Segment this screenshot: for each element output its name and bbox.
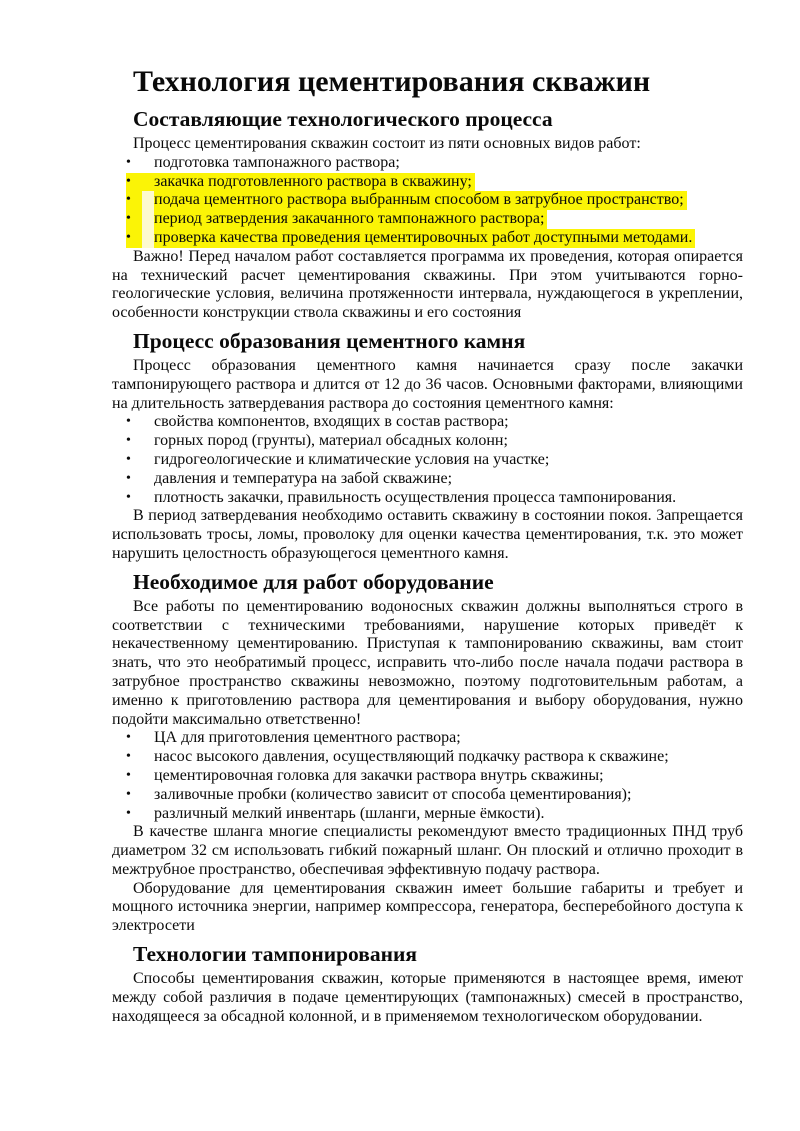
- list-gap: [142, 432, 154, 451]
- list-item: [112, 451, 743, 470]
- list-item: [112, 413, 743, 432]
- paragraph: Оборудование для цементирования скважин имеет большие габариты и требует и мощного источника энергии, например компрессора, генератора, бесперебойного доступа к электросети: [112, 879, 743, 935]
- list-gap: [142, 229, 154, 248]
- section-required-equipment: [112, 569, 743, 936]
- list-item-highlighted: [112, 210, 743, 229]
- paragraph: Все работы по цементированию водоносных скважин должны выполняться строго в соответствии с техническими требованиями, нарушение которых приведёт к некачественному цементированию. Приступая к тампонированию скважины, вам стоит знать, что это необратимый процесс, исправить что-либо после начала подачи раствора в затрубное пространство скважины невозможно, поэтому подготовительным работам, а именно к приготовлению раствора для цементирования и выбору оборудования, нужно подойти максимально ответственно!: [112, 597, 743, 728]
- list-item-text: цементировочная головка для закачки раствора внутрь скважины;: [154, 766, 604, 784]
- list-item-text: насос высокого давления, осуществляющий подкачку раствора к скважине;: [154, 748, 669, 766]
- section-heading: Технологии тампонирования: [133, 942, 418, 967]
- list-item-highlighted: [112, 173, 743, 192]
- list-gap: [142, 154, 154, 173]
- list-gap: [142, 451, 154, 470]
- paragraph: В период затвердевания необходимо оставить скважину в состоянии покоя. Запрещается использовать тросы, ломы, проволоку для оценки качества цементирования, т.к. это может нарушить целостность образующегося цементного камня.: [112, 507, 743, 562]
- list-item-text: ЦА для приготовления цементного раствора;: [154, 729, 461, 747]
- bullet-icon: •: [126, 470, 131, 486]
- highlighted-text: подача цементного раствора выбранным способом в затрубное пространство;: [154, 191, 687, 210]
- bullet-icon: •: [126, 191, 142, 210]
- list-item: [112, 748, 743, 767]
- list-item: [112, 154, 743, 173]
- paragraph: Процесс цементирования скважин состоит из пяти основных видов работ:: [133, 135, 641, 152]
- bullet-icon: •: [126, 786, 131, 802]
- list-gap: [142, 748, 154, 767]
- list-gap: [142, 470, 154, 489]
- paragraph: Процесс образования цементного камня начинается сразу после закачки тампонирующего раствора и длится от 12 до 36 часов. Основными факторами, влияющими на длительность затвердевания раствора до состояния цементного камня:: [112, 356, 743, 412]
- list-gap: [142, 805, 154, 824]
- bullet-list: [112, 154, 743, 248]
- paragraph: В качестве шланга многие специалисты рекомендуют вместо традиционных ПНД труб диаметром 32 см использовать гибкий пожарный шланг. Он плоский и отлично проходит в межтрубное пространство, обеспечивая эффективную подачу раствора.: [112, 823, 743, 878]
- list-gap: [142, 173, 154, 192]
- bullet-icon: •: [126, 210, 142, 229]
- list-item-text: подготовка тампонажного раствора;: [154, 153, 400, 171]
- list-gap: [142, 210, 154, 229]
- list-item-highlighted: [112, 191, 743, 210]
- list-item: [112, 805, 743, 824]
- bullet-list: [112, 729, 743, 823]
- list-gap: [142, 413, 154, 432]
- bullet-icon: •: [126, 414, 131, 430]
- list-item: [112, 729, 743, 748]
- section-heading: Необходимое для работ оборудование: [133, 569, 494, 594]
- paragraph: Важно! Перед началом работ составляется программа их проведения, которая опирается на технический расчет цементирования скважины. При этом учитываются горно-геологические условия, величина протяженности интервала, нуждающегося в укреплении, особенности конструкции ствола скважины и его состояния: [112, 247, 743, 322]
- list-item: [112, 767, 743, 786]
- list-item-text: плотность закачки, правильность осуществления процесса тампонирования.: [154, 488, 677, 506]
- list-gap: [142, 767, 154, 786]
- bullet-icon: •: [126, 433, 131, 449]
- list-item-text: различный мелкий инвентарь (шланги, мерные ёмкости).: [154, 804, 545, 822]
- list-item-text: горных пород (грунты), материал обсадных колонн;: [154, 432, 508, 450]
- list-item-text: гидрогеологические и климатические условия на участке;: [154, 450, 550, 468]
- list-gap: [142, 191, 154, 210]
- list-gap: [142, 786, 154, 805]
- bullet-icon: •: [126, 749, 131, 765]
- section-process-components: [112, 106, 743, 323]
- list-item-text: свойства компонентов, входящих в состав раствора;: [154, 413, 509, 431]
- bullet-list: [112, 413, 743, 507]
- bullet-icon: •: [126, 730, 131, 746]
- list-item: [112, 432, 743, 451]
- list-gap: [142, 729, 154, 748]
- list-item-text: заливочные пробки (количество зависит от способа цементирования);: [154, 785, 632, 803]
- highlighted-text: закачка подготовленного раствора в скважину;: [154, 173, 475, 192]
- bullet-icon: •: [126, 489, 131, 505]
- list-gap: [142, 489, 154, 508]
- bullet-icon: •: [126, 173, 142, 192]
- section-heading: Процесс образования цементного камня: [133, 328, 526, 353]
- paragraph: Способы цементирования скважин, которые применяются в настоящее время, имеют между собой различия в подаче цементирующих (тампонажных) смесей в пространство, находящееся за обсадной колонной, и в применяемом технологическом оборудовании.: [112, 970, 743, 1025]
- bullet-icon: •: [126, 805, 131, 821]
- list-item-highlighted: [112, 229, 743, 248]
- list-item: [112, 786, 743, 805]
- list-item: [112, 470, 743, 489]
- highlighted-text: период затвердения закачанного тампонажного раствора;: [154, 210, 547, 229]
- document-title: Технология цементирования скважин: [133, 65, 651, 98]
- bullet-icon: •: [126, 229, 142, 248]
- bullet-icon: •: [126, 451, 131, 467]
- list-item: [112, 489, 743, 508]
- bullet-icon: •: [126, 767, 131, 783]
- section-cement-stone-formation: [112, 328, 743, 564]
- highlighted-text: проверка качества проведения цементировочных работ доступными методами.: [154, 229, 695, 248]
- section-heading: Составляющие технологического процесса: [133, 107, 553, 131]
- bullet-icon: •: [126, 154, 131, 170]
- list-item-text: давления и температура на забой скважине;: [154, 469, 453, 487]
- section-plugging-technologies: [112, 941, 743, 1026]
